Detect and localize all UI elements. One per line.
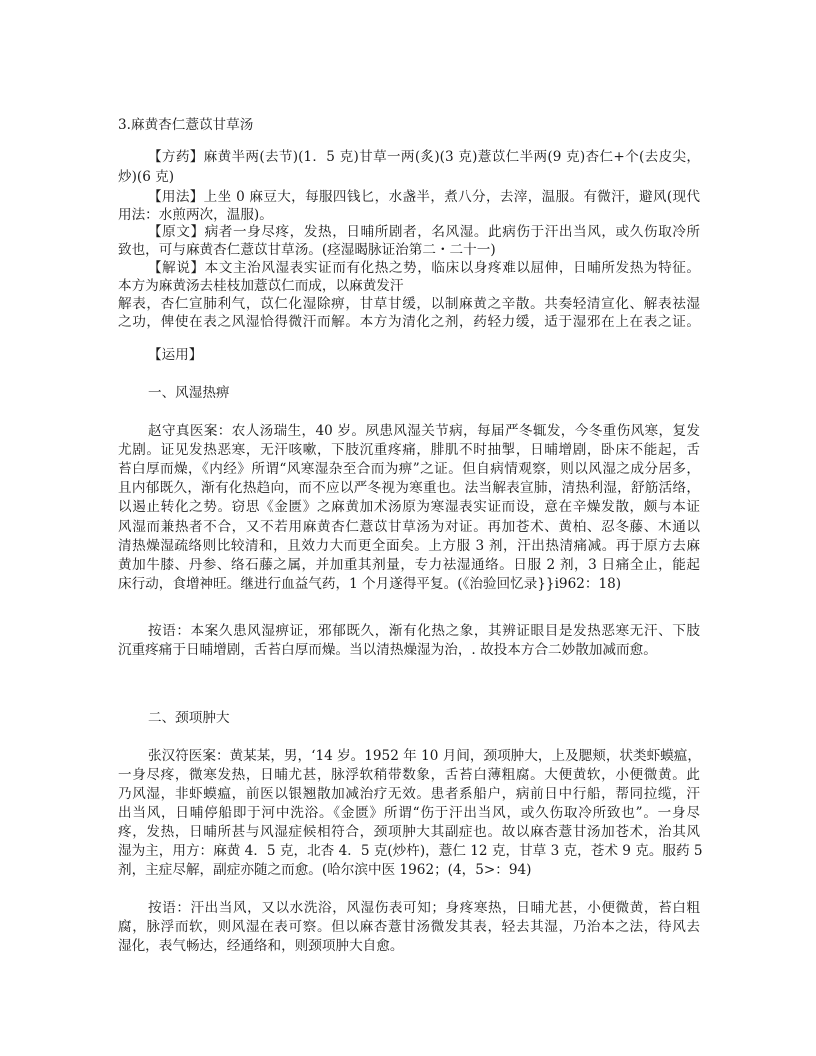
yuanwen-line: 【原文】病者一身尽疼，发热，日晡所剧者，名风湿。此病伤于汗出当风，或久伤取冷所 bbox=[148, 224, 700, 240]
case-line: 乃风湿，非虾蟆瘟，前医以银翘散加减治疗无效。患者系船户，病前日中行船，帮同拉缆，汗 bbox=[118, 786, 700, 802]
note-line: 按语：汗出当风，又以水洗浴，风湿伤表可知；身疼寒热，日晡尤甚，小便微黄，苔白粗 bbox=[148, 900, 700, 916]
yuanwen-line: 致也，可与麻黄杏仁薏苡甘草汤。(痉湿暍脉证治第二・二十一) bbox=[118, 242, 496, 258]
yunyong-heading: 【运用】 bbox=[148, 347, 203, 363]
yongfa-line: 用法：水煎两次，温服)。 bbox=[118, 207, 273, 223]
note-line: 腐，脉浮而软，则风湿在表可察。但以麻杏薏甘汤微发其表，轻去其湿，乃治本之法，待风去 bbox=[118, 919, 700, 935]
case-line: 风湿而兼热者不合，又不若用麻黄杏仁薏苡甘草汤为对证。再加苍术、黄柏、忍冬藤、木通以 bbox=[118, 519, 700, 535]
case-line: 剂，主症尽解，副症亦随之而愈。(哈尔滨中医 1962；(4，5>：94) bbox=[118, 862, 532, 878]
note-line: 沉重疼痛于日晡增剧，舌苔白厚而燥。当以清热燥湿为治，. 故投本方合二妙散加减而愈。 bbox=[118, 642, 657, 658]
case-line: 黄加牛膝、丹参、络石藤之属，并加重其剂量，专力祛湿通络。日服 2 剂，3 日痛全止，能起 bbox=[118, 557, 700, 573]
fangyao-line: 【方药】麻黄半两(去节)(1．5 克)甘草一两(炙)(3 克)薏苡仁半两(9 克)杏仁+个(去皮尖， bbox=[148, 149, 700, 165]
jieshuo-line: 本方为麻黄汤去桂枝加薏苡仁而成，以麻黄发汗 bbox=[118, 278, 404, 294]
case-line: 张汉符医案：黄某某，男，‘14 岁。1952 年 10 月间，颈项肿大，上及腮颊，状类虾蟆瘟， bbox=[148, 748, 701, 764]
case-line: 湿为主，用方：麻黄 4．5 克，北杏 4．5 克(炒杵)，薏仁 12 克，甘草 3 克，苍术 9 克。服药 5 bbox=[118, 843, 703, 859]
case-line: 清热燥湿疏络则比较清和，且效力大而更全面矣。上方服 3 剂，汗出热清痛减。再于原方去麻 bbox=[118, 538, 700, 554]
case-line: 疼，发热，日晡所甚与风湿症候相符合，颈项肿大其副症也。故以麻杏薏甘汤加苍术，治其风 bbox=[118, 824, 700, 840]
case-line: 且内郁既久，渐有化热趋向，而不应以严冬视为寒重也。法当解表宣肺，清热利湿，舒筋活络， bbox=[118, 480, 700, 496]
case-line: 赵守真医案：农人汤瑞生，40 岁。夙患风湿关节病，每届严冬辄发，今冬重伤风寒，复发 bbox=[148, 423, 700, 439]
yongfa-line: 【用法】上坐 0 麻豆大，每服四钱匕，水盏半，煮八分，去滓，温服。有微汗，避风(现代 bbox=[148, 189, 700, 205]
case-line: 出当风，日晡停船即于河中洗浴。《金匮》所谓“伤于汗出当风，或久伤取冷所致也”。一身尽 bbox=[118, 805, 700, 821]
case-line: 以遏止转化之势。窃思《金匮》之麻黄加术汤原为寒湿表实证而设，意在辛燥发散，颇与本证 bbox=[118, 499, 700, 515]
section1-heading: 一、风湿热痹 bbox=[148, 385, 230, 401]
section-title: 3.麻黄杏仁薏苡甘草汤 bbox=[118, 117, 254, 133]
case-line: 一身尽疼，微寒发热，日晡尤甚，脉浮软稍带数象，舌苔白薄粗腐。大便黄软，小便微黄。此 bbox=[118, 767, 700, 783]
note-line: 湿化，表气畅达，经通络和，则颈项肿大自愈。 bbox=[118, 938, 404, 954]
section2-heading: 二、颈项肿大 bbox=[148, 710, 230, 726]
case-line: 苔白厚而燥，《内经》所谓“风寒湿杂至合而为痹”之证。但自病情观察，则以风湿之成分居多， bbox=[118, 461, 700, 477]
fangyao-line: 炒)(6 克) bbox=[118, 169, 175, 185]
jieshuo-line: 解表，杏仁宣肺利气，苡仁化湿除痹，甘草甘缓，以制麻黄之辛散。共奏轻清宣化、解表祛湿 bbox=[118, 296, 700, 312]
case-line: 床行动，食增神旺。继进行血益气药，1 个月遂得平复。(《治验回忆录}}i962：18) bbox=[118, 576, 622, 592]
note-line: 按语：本案久患风湿痹证，邪郁既久，渐有化热之象，其辨证眼目是发热恶寒无汗、下肢 bbox=[148, 623, 700, 639]
case-line: 尤剧。证见发热恶寒，无汗咳嗽，下肢沉重疼痛，腓肌不时抽掣，日晡增剧，卧床不能起，舌 bbox=[118, 442, 700, 458]
jieshuo-line: 之功，俾使在表之风湿恰得微汗而解。本方为清化之剂，药轻力缓，适于湿邪在上在表之证。 bbox=[118, 314, 700, 330]
jieshuo-line: 【解说】本文主治风湿表实证而有化热之势，临床以身疼难以屈伸，日晡所发热为特征。 bbox=[148, 260, 700, 276]
